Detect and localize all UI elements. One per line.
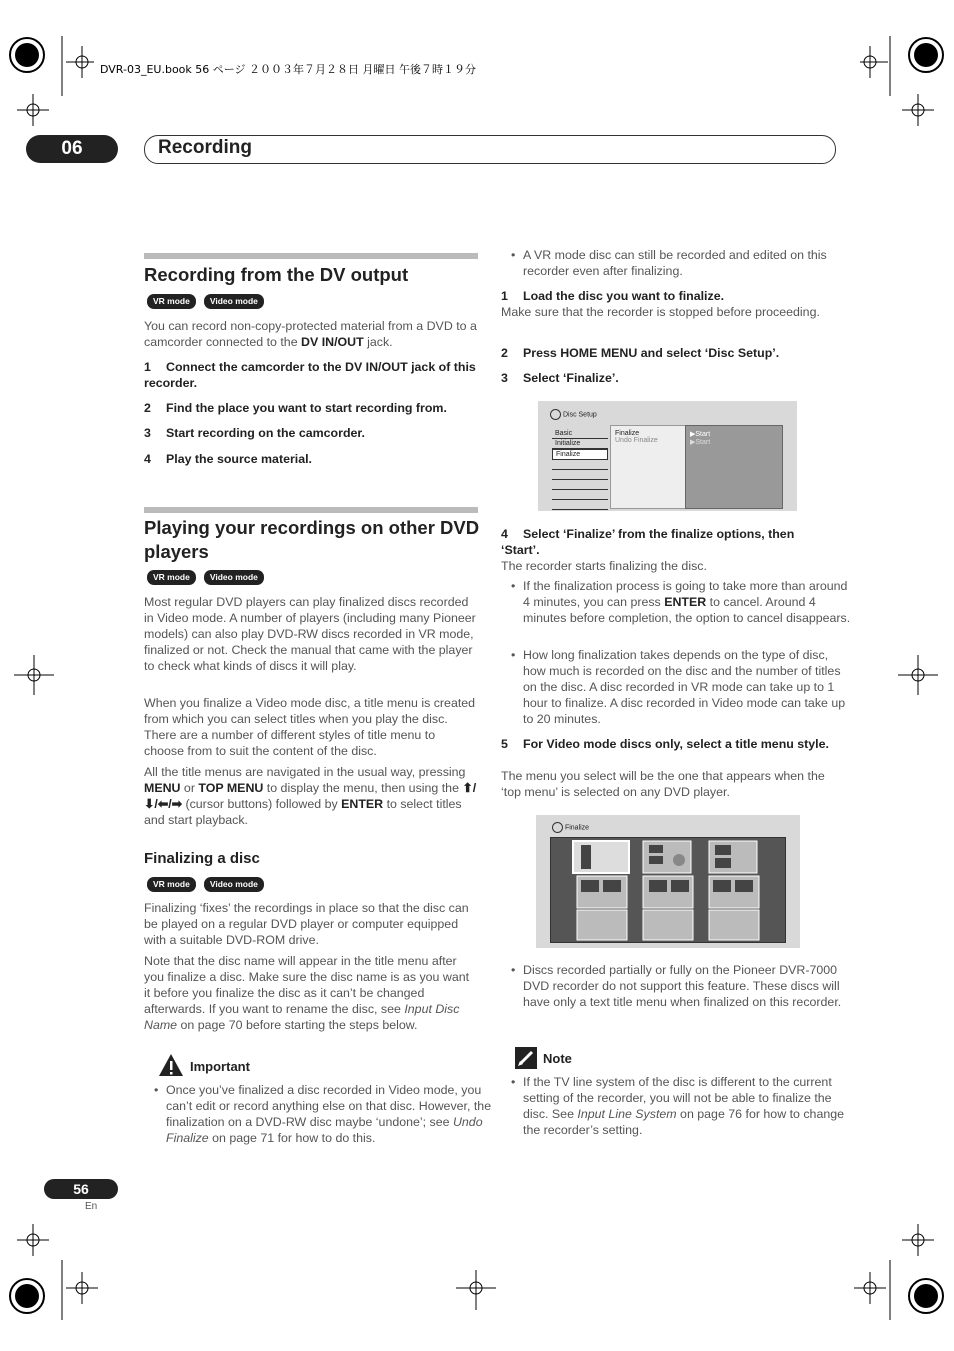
section-title-other-players: Playing your recordings on other DVD players (144, 517, 480, 562)
warning-icon (158, 1053, 184, 1077)
disc-icon (550, 409, 561, 420)
disc-icon (552, 822, 563, 833)
text: Once you’ve finalized a disc recorded in Video mode, you can’t edit or record anything else on that disc. However, the finalization on a DVD-RW disc maybe ‘undone’; see (166, 1083, 492, 1129)
step-number: 5 (501, 737, 508, 751)
registration-mark-mid-right (898, 655, 938, 695)
menu-item-basic[interactable]: Basic (552, 429, 608, 439)
step-text: Select ‘Finalize’ from the finalize options, then ‘Start’. (501, 527, 795, 557)
mode-badges (147, 877, 264, 892)
crop-marks-icon (860, 36, 954, 136)
page-language: En (85, 1201, 98, 1212)
disc-setup-screen (538, 401, 797, 511)
note-box (515, 1047, 815, 1071)
enter-button-label: ENTER (341, 797, 384, 811)
menu-divider (552, 470, 608, 480)
screen-title: Finalize (564, 824, 590, 832)
option-undo-finalize[interactable]: Undo Finalize (615, 437, 658, 444)
crop-marks-icon (4, 1220, 104, 1320)
mode-badges (147, 294, 264, 309)
text: All the title menus are navigated in the usual way, pressing (144, 765, 466, 779)
bullet-icon: • (511, 1075, 516, 1089)
step-text: Press HOME MENU and select ‘Disc Setup’. (523, 346, 780, 360)
vr-mode-bullet (501, 247, 853, 279)
dv-step-4 (144, 451, 478, 467)
video-mode-badge: Video mode (204, 570, 264, 585)
menu-divider (552, 460, 608, 470)
cross-reference: Input Line System (577, 1107, 677, 1121)
menu-divider (552, 480, 608, 490)
title-menu-thumbnails (551, 838, 785, 942)
dv-step-1 (144, 359, 478, 391)
cursor-arrows-icon: ⬆/⬇/⬅/➡ (144, 781, 477, 811)
menu-button-label: MENU (144, 781, 181, 795)
text: on page 70 before starting the steps below. (177, 1018, 418, 1032)
vr-mode-badge: VR mode (147, 877, 196, 892)
step-text: Play the source material. (166, 452, 313, 466)
text: If the TV line system of the disc is different to the current setting of the recorder, you will not be able to finalize the disc. See (523, 1075, 832, 1121)
finalize-options-panel (610, 425, 686, 509)
cross-reference: Input Disc Name (144, 1002, 460, 1032)
step-number: 3 (144, 426, 151, 440)
text: to display the menu, then using the (263, 781, 463, 795)
registration-mark-top-right (860, 36, 954, 136)
finalize-step-4 (501, 526, 831, 558)
text: or (180, 781, 199, 795)
top-menu-button-label: TOP MENU (198, 781, 264, 795)
subsection-title-finalizing: Finalizing a disc (144, 850, 260, 867)
dv-step-3 (144, 425, 478, 441)
finalize-header (552, 822, 589, 833)
dv-jack-label: DV IN/OUT (301, 335, 364, 349)
text: If the finalization process is going to take more than around 4 minutes, you can press (523, 579, 848, 609)
step-number: 1 (144, 360, 151, 374)
mode-badges (147, 570, 264, 585)
section-rule (144, 253, 478, 259)
finalizing-paragraph-2 (144, 953, 478, 1033)
menu-divider (552, 500, 608, 510)
dv-step-2 (144, 400, 478, 416)
registration-mark-bottom-left (4, 1220, 104, 1320)
step-text: Select ‘Finalize’. (523, 371, 619, 385)
menu-divider (552, 490, 608, 500)
finalize-step-2 (501, 345, 831, 361)
step-text: Start recording on the camcorder. (166, 426, 365, 440)
page-number: 56 (44, 1179, 118, 1199)
start-action-2[interactable]: ▶Start (690, 439, 711, 446)
finalize-step-1 (501, 288, 831, 304)
step-number: 4 (501, 527, 508, 541)
finalizing-paragraph-1: Finalizing ‘fixes’ the recordings in place so that the disc can be played on a regular DVD player or computer equipped with a suitable DVD-ROM drive. (144, 901, 469, 947)
step-text: Connect the camcorder to the DV IN/OUT jack of this recorder. (144, 360, 476, 390)
text: to cancel. Around 4 minutes before completion, the option to cancel disappears. (523, 595, 851, 625)
registration-mark-bottom-right (850, 1220, 950, 1320)
bullet-icon: • (154, 1083, 159, 1097)
step-text: Find the place you want to start recording from. (166, 401, 447, 415)
dv-intro (144, 318, 478, 350)
bullet-icon: • (511, 248, 516, 262)
section-rule (144, 507, 478, 513)
step-text: For Video mode discs only, select a title menu style. (523, 737, 829, 751)
players-paragraph-1: Most regular DVD players can play finalized discs recorded in Video mode. A number of players (including many Pioneer models) can also play DVD-RW discs recorded in VR mode, finalized or not. Check the manual that came with the player to check what kinds of discs it will play. (144, 595, 476, 673)
screen-title: Disc Setup (562, 411, 597, 419)
text: A VR mode disc can still be recorded and edited on this recorder even after finalizing. (523, 248, 827, 278)
important-bullet (144, 1082, 500, 1146)
video-mode-badge: Video mode (204, 294, 264, 309)
crop-marks-icon (850, 1220, 950, 1320)
text: on page 76 for how to change the recorder’s setting. (523, 1107, 845, 1137)
note-heading: Note (543, 1051, 572, 1066)
players-paragraph-2: When you finalize a Video mode disc, a title menu is created from which you can select titles when you play the disc. There are a number of different styles of title menu to choose from to suit the content of the disc. (144, 696, 476, 758)
step-number: 2 (144, 401, 151, 415)
players-paragraph-3 (144, 764, 478, 828)
step-number: 3 (501, 371, 508, 385)
vr-mode-badge: VR mode (147, 294, 196, 309)
important-heading: Important (190, 1059, 250, 1074)
crop-marks-icon (4, 36, 94, 136)
step-number: 1 (501, 289, 508, 303)
option-finalize[interactable]: Finalize (615, 430, 640, 437)
bullet-icon: • (511, 648, 516, 662)
cross-reference: Undo Finalize (166, 1115, 483, 1145)
text: on page 71 for how to do this. (208, 1131, 376, 1145)
chapter-number: 06 (26, 135, 118, 163)
step-number: 2 (501, 346, 508, 360)
cancel-bullet (501, 578, 853, 626)
finalize-step-5-desc: The menu you select will be the one that appears when the ‘top menu’ is selected on any DVD player. (501, 769, 825, 799)
title-menu-style-screen (536, 815, 800, 948)
dv-intro-text: You can record non-copy-protected material from a DVD to a camcorder connected to the (144, 319, 477, 349)
print-meta-line: DVR-03_EU.book 56 ページ ２００３年７月２８日 月曜日 午後７時１９分 (100, 63, 477, 76)
step-text: Load the disc you want to finalize. (523, 289, 725, 303)
crop-marks-icon (14, 655, 54, 695)
registration-mark-bottom-center (456, 1270, 496, 1310)
bullet-icon: • (511, 963, 516, 977)
note-bullet (501, 1074, 856, 1138)
style-grid (550, 837, 786, 943)
registration-mark-mid-left (14, 655, 54, 695)
text: How long finalization takes depends on the type of disc, how much is recorded on the disc and the number of titles on the disc. A disc recorded in VR mode can take up to 1 hour to finalize. A disc recorded in Video mode can take up to 20 minutes. (523, 648, 846, 726)
registration-mark-top-left (4, 36, 94, 136)
finalize-step-5 (501, 736, 831, 752)
enter-button-label: ENTER (664, 595, 707, 609)
start-label: Start (695, 439, 711, 446)
duration-bullet (501, 647, 853, 727)
menu-item-initialize[interactable]: Initialize (552, 439, 608, 449)
vr-mode-badge: VR mode (147, 570, 196, 585)
text: to select titles and start playback. (144, 797, 462, 827)
video-mode-badge: Video mode (204, 877, 264, 892)
dv-intro-end: jack. (363, 335, 393, 349)
text: Note that the disc name will appear in the title menu after you finalize a disc. Make sure the disc name is as you want it before you finalize the disc as it can’t be changed afterwards. If you want to rename the disc, see (144, 954, 470, 1016)
start-panel (685, 425, 783, 509)
crop-marks-icon (898, 655, 938, 695)
text: Discs recorded partially or fully on the Pioneer DVR-7000 DVD recorder do not support this feature. These discs will have only a text title menu when finalized on this recorder. (523, 963, 842, 1009)
text: (cursor buttons) followed by (182, 797, 342, 811)
chapter-title: Recording (158, 137, 252, 158)
section-title-dv-output: Recording from the DV output (144, 264, 409, 285)
disc-setup-header (550, 409, 597, 420)
menu-item-finalize[interactable]: Finalize (552, 449, 608, 460)
start-action-1[interactable]: ▶Start (690, 431, 711, 438)
crop-marks-icon (456, 1270, 496, 1310)
finalize-step-3 (501, 370, 831, 386)
finalize-step-1-desc: Make sure that the recorder is stopped before proceeding. (501, 305, 820, 319)
pencil-note-icon (515, 1047, 537, 1069)
bullet-icon: • (511, 579, 516, 593)
setup-menu-list (552, 429, 608, 510)
start-label: Start (695, 431, 711, 438)
finalize-step-4-desc: The recorder starts finalizing the disc. (501, 559, 707, 573)
dvr7000-bullet (501, 962, 853, 1010)
step-number: 4 (144, 452, 151, 466)
